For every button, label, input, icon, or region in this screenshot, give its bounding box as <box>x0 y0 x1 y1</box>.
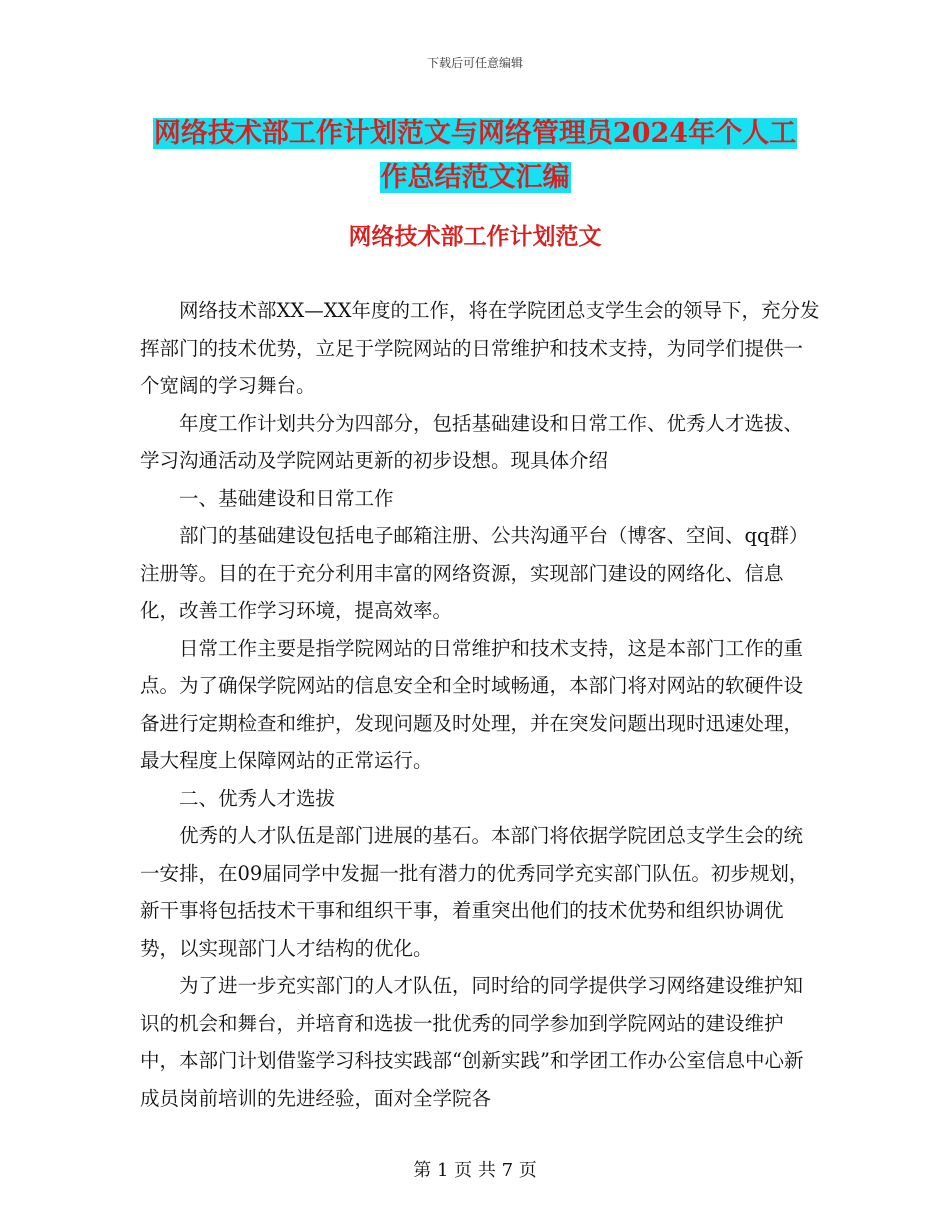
document-title <box>0 112 950 200</box>
section-title: 网络技术部工作计划范文 <box>348 223 602 250</box>
paragraph: 网络技术部XX—XX年度的工作，将在学院团总支学生会的领导下，充分发挥部门的技术优势，立足于学院网站的日常维护和技术支持，为同学们提供一个宽阔的学习舞台。 <box>140 299 820 397</box>
header-note: 下载后可任意编辑 <box>426 56 523 70</box>
section-heading: 一、基础建设和日常工作 <box>179 486 394 510</box>
paragraph: 为了进一步充实部门的人才队伍，同时给的同学提供学习网络建设维护知识的机会和舞台，并培育和选拔一批优秀的同学参加到学院网站的建设维护中，本部门计划借鉴学习科技实践部“创新实践”和学团工作办公室信息中心新成员岗前培训的先进经验，面对全学院各 <box>140 974 804 1110</box>
section-heading: 二、优秀人才选拔 <box>179 786 336 810</box>
title-line-2: 作总结范文汇编 <box>380 162 570 193</box>
body-text <box>140 292 820 1117</box>
paragraph: 部门的基础建设包括电子邮箱注册、公共沟通平台（博客、空间、qq群）注册等。目的在于充分利用丰富的网络资源，实现部门建设的网络化、信息化，改善工作学习环境，提高效率。 <box>140 524 809 622</box>
title-line-1: 网络技术部工作计划范文与网络管理员2024年个人工 <box>153 118 797 149</box>
paragraph: 年度工作计划共分为四部分，包括基础建设和日常工作、优秀人才选拔、学习沟通活动及学院网站更新的初步设想。现具体介绍 <box>140 411 804 472</box>
page-footer: 第 1 页 共 7 页 <box>413 1160 537 1181</box>
paragraph: 优秀的人才队伍是部门进展的基石。本部门将依据学院团总支学生会的统一安排，在09届同学中发掘一批有潜力的优秀同学充实部门队伍。初步规划，新干事将包括技术干事和组织干事，着重突出他们的技术优势和组织协调优势，以实现部门人才结构的优化。 <box>140 824 809 960</box>
paragraph: 日常工作主要是指学院网站的日常维护和技术支持，这是本部门工作的重点。为了确保学院网站的信息安全和全时域畅通，本部门将对网站的软硬件设备进行定期检查和维护，发现问题及时处理，并在突发问题出现时迅速处理，最大程度上保障网站的正常运行。 <box>140 636 804 772</box>
